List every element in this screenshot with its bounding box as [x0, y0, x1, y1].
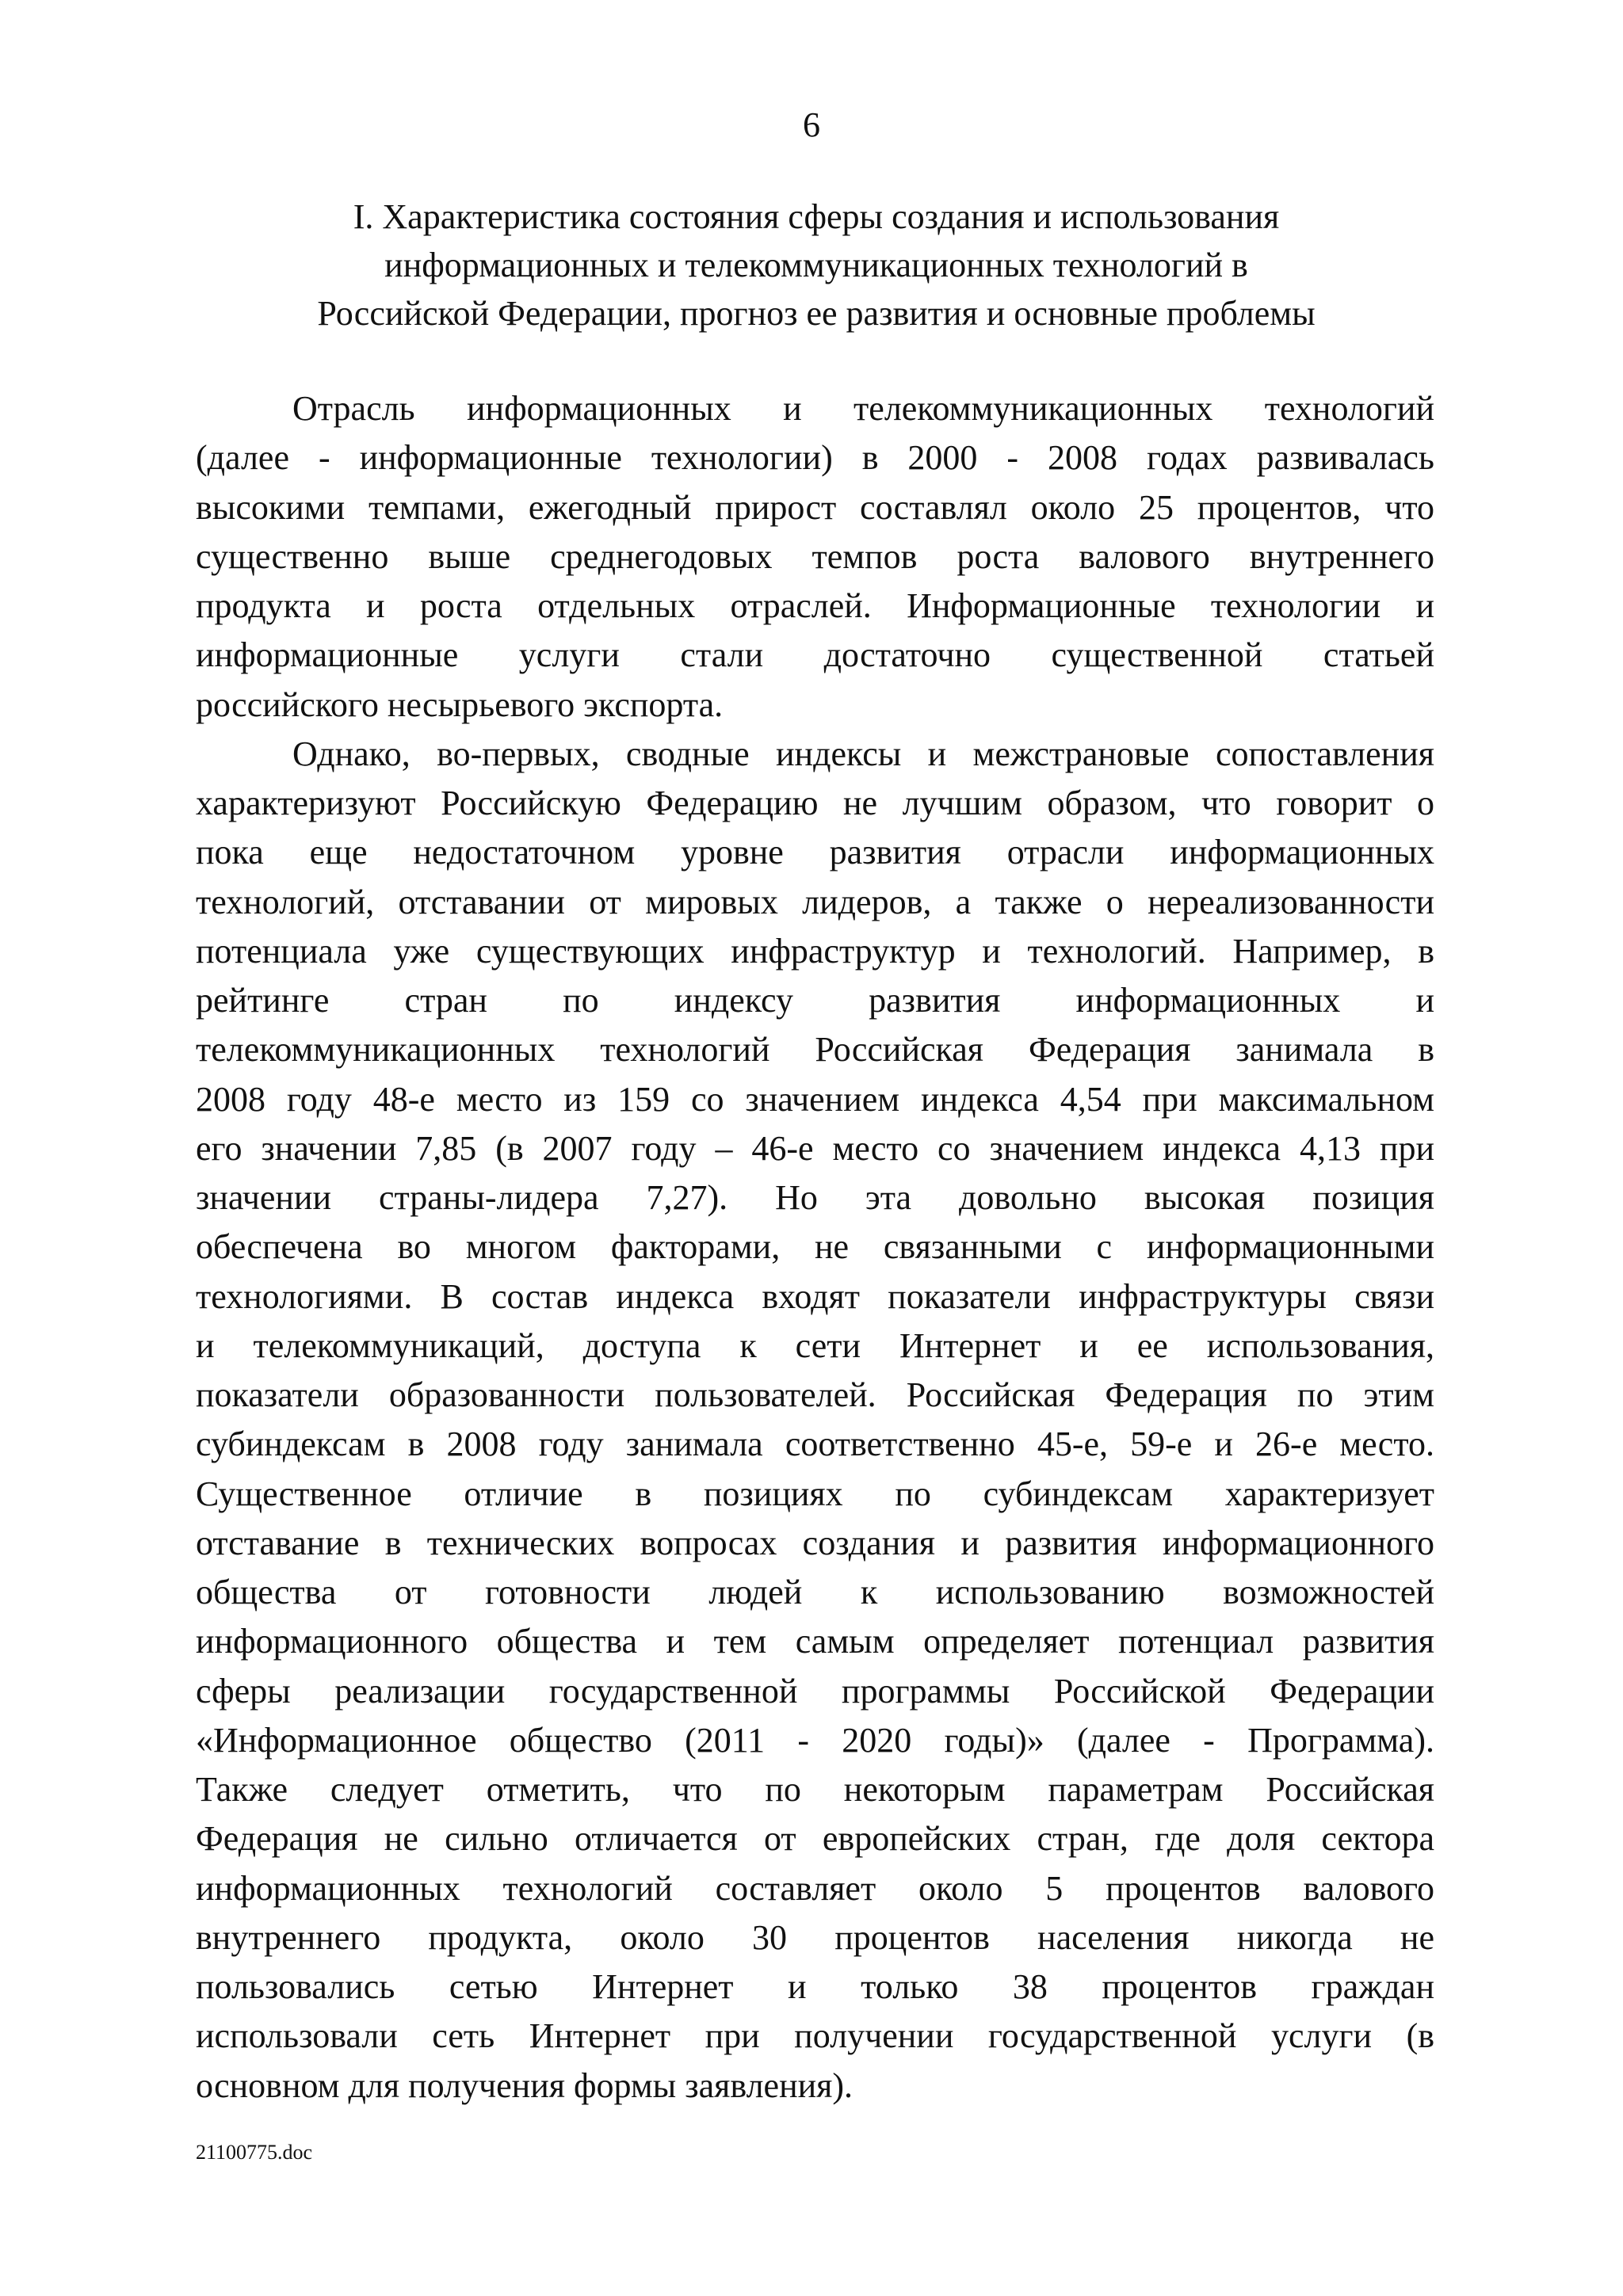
text-line: Однако, во-первых, сводные индексы и межстрановые сопоставления	[292, 734, 1434, 773]
text-line: продукта и роста отдельных отраслей. Информационные технологии и	[196, 586, 1434, 625]
text-line: потенциала уже существующих инфраструктур и технологий. Например, в	[196, 931, 1434, 971]
text-line: основном для получения формы заявления).	[196, 2065, 854, 2105]
text-line: и телекоммуникаций, доступа к сети Интернет и ее использования,	[196, 1325, 1434, 1365]
heading-line: Российской Федерации, прогноз ее развития и основные проблемы	[317, 294, 1316, 333]
text-line: российского несырьевого экспорта.	[196, 685, 724, 724]
text-line: значении страны-лидера 7,27). Но эта довольно высокая позиция	[196, 1178, 1434, 1217]
text-line: Федерация не сильно отличается от европейских стран, где доля сектора	[196, 1819, 1434, 1859]
text-line: использовали сеть Интернет при получении государственной услуги (в	[196, 2016, 1434, 2056]
text-line: его значении 7,85 (в 2007 году – 46-е место со значением индекса 4,13 при	[196, 1128, 1434, 1168]
text-line: Также следует отметить, что по некоторым параметрам Российская	[196, 1770, 1434, 1809]
paragraph	[196, 730, 1434, 2111]
section-heading	[198, 193, 1434, 338]
page-number: 6	[803, 105, 820, 144]
text-line: сферы реализации государственной программы Российской Федерации	[196, 1671, 1434, 1711]
text-line: пока еще недостаточном уровне развития отрасли информационных	[196, 833, 1434, 872]
heading-line: I. Характеристика состояния сферы создания и использования	[353, 197, 1280, 236]
text-line: телекоммуникационных технологий Российская Федерация занимала в	[196, 1030, 1434, 1070]
text-line: «Информационное общество (2011 - 2020 годы)» (далее - Программа).	[196, 1720, 1434, 1760]
text-line: рейтинге стран по индексу развития информационных и	[196, 981, 1434, 1020]
text-line: характеризуют Российскую Федерацию не лучшим образом, что говорит о	[196, 784, 1434, 822]
footer-file-name: 21100775.doc	[196, 2141, 313, 2164]
text-line: информационного общества и тем самым определяет потенциал развития	[196, 1622, 1434, 1661]
heading-line: информационных и телекоммуникационных технологий в	[384, 246, 1248, 284]
text-line: существенно выше среднегодовых темпов роста валового внутреннего	[196, 536, 1434, 576]
text-line: субиндексам в 2008 году занимала соответственно 45-е, 59-е и 26-е место.	[196, 1425, 1434, 1464]
text-line: показатели образованности пользователей. Российская Федерация по этим	[196, 1375, 1434, 1414]
text-line: пользовались сетью Интернет и только 38 процентов граждан	[196, 1967, 1434, 2006]
text-line: высокими темпами, ежегодный прирост составлял около 25 процентов, что	[196, 487, 1434, 527]
paragraph	[196, 384, 1434, 730]
text-line: 2008 году 48-е место из 159 со значением индекса 4,54 при максимальном	[196, 1079, 1434, 1119]
text-line: (далее - информационные технологии) в 2000 - 2008 годах развивалась	[196, 438, 1434, 478]
text-line: информационных технологий составляет около 5 процентов валового	[196, 1868, 1434, 1908]
text-line: общества от готовности людей к использованию возможностей	[196, 1573, 1434, 1611]
text-line: технологий, отставании от мировых лидеров, а также о нереализованности	[196, 882, 1434, 921]
text-line: технологиями. В состав индекса входят показатели инфраструктуры связи	[196, 1276, 1434, 1316]
text-line: отставание в технических вопросах создания и развития информационного	[196, 1523, 1434, 1562]
text-line: Отрасль информационных и телекоммуникационных технологий	[292, 389, 1434, 428]
text-line: обеспечена во многом факторами, не связанными с информационными	[196, 1227, 1434, 1267]
text-line: внутреннего продукта, около 30 процентов населения никогда не	[196, 1917, 1434, 1957]
text-line: Существенное отличие в позициях по субиндексам характеризует	[196, 1474, 1434, 1513]
body-text	[196, 384, 1434, 2111]
text-line: информационные услуги стали достаточно существенной статьей	[196, 635, 1434, 675]
